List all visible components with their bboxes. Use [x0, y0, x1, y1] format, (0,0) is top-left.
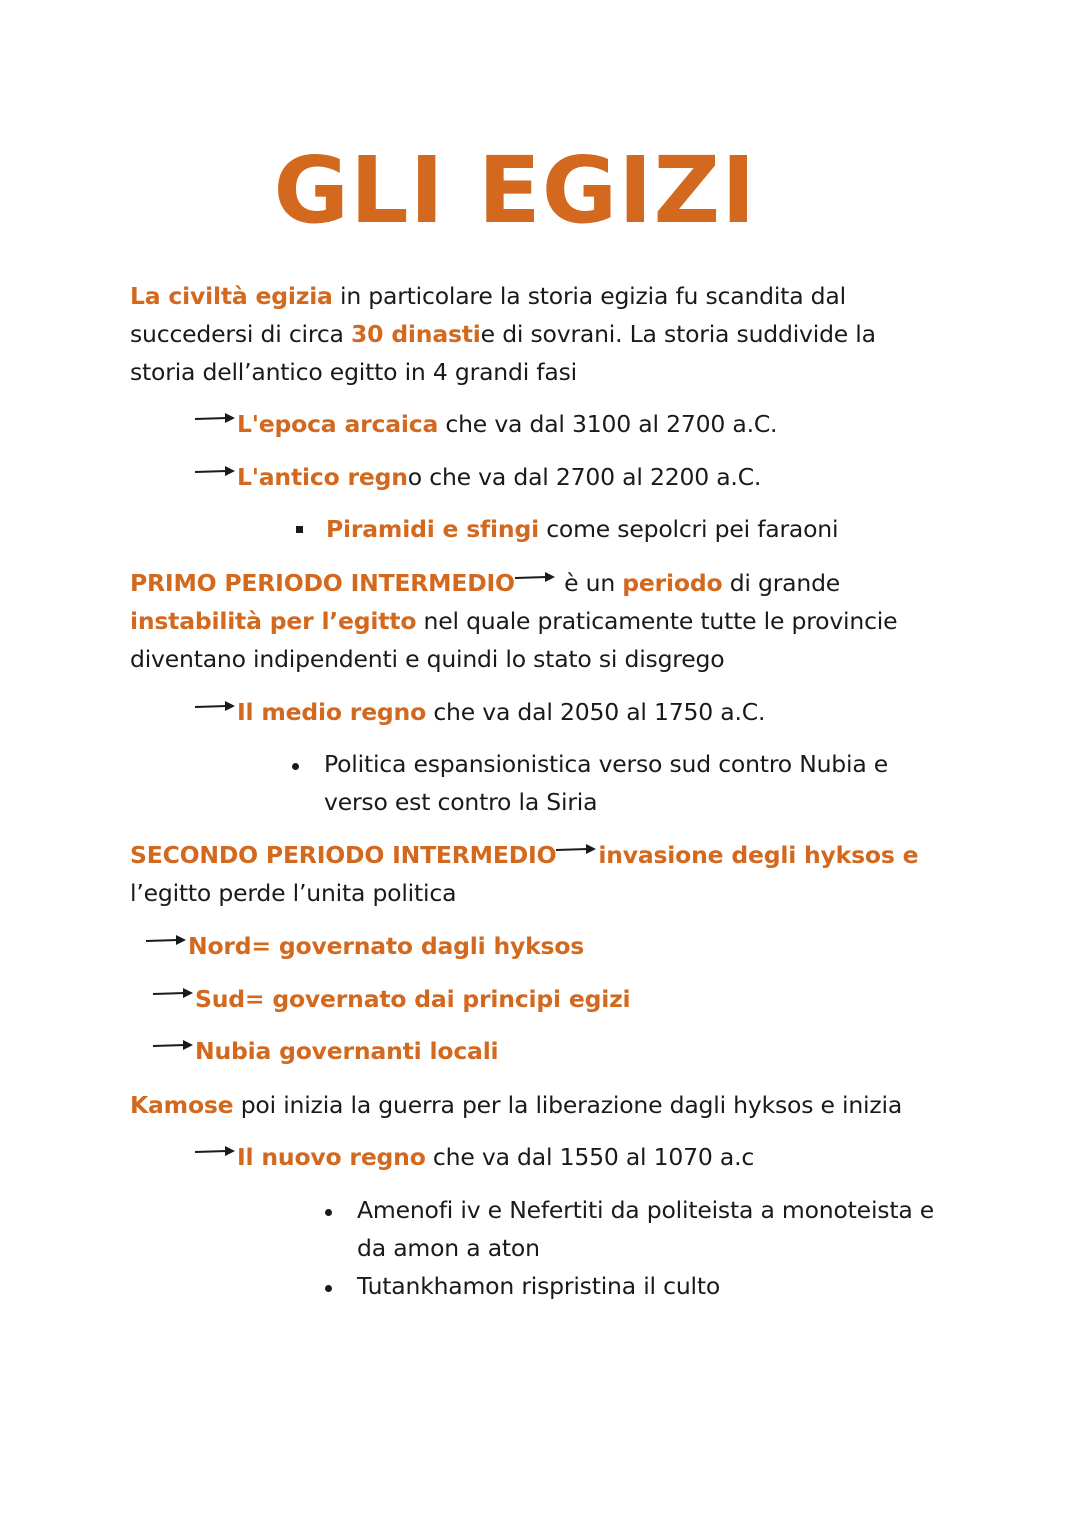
sud-label: Sud= governato dai principi egizi — [195, 985, 631, 1013]
arrow-right-icon — [195, 465, 235, 479]
arrow-right-icon — [195, 412, 235, 426]
primo-periodo-highlight-instabilita: instabilità per l’egitto — [130, 607, 417, 635]
piramidi-label: Piramidi e sfingi — [326, 515, 539, 543]
nubia-label: Nubia governanti locali — [195, 1037, 499, 1065]
intro-text-2: e di sovrani. La storia suddivide la storia dell’antico egitto in 4 grandi fasi — [130, 320, 876, 386]
nord-label: Nord= governato dagli hyksos — [188, 932, 585, 960]
medio-regno-text: che va dal 2050 al 1750 a.C. — [426, 698, 766, 726]
nuovo-regno-line — [195, 1138, 754, 1176]
primo-periodo-highlight-periodo: periodo — [622, 569, 723, 597]
primo-periodo-label: PRIMO PERIODO INTERMEDIO — [130, 569, 515, 597]
dot-bullet-icon — [292, 763, 299, 770]
square-bullet-icon — [296, 526, 303, 533]
arrow-right-icon — [195, 1145, 235, 1159]
kamose-text: poi inizia la guerra per la liberazione dagli hyksos e inizia — [233, 1091, 903, 1119]
secondo-periodo-line — [130, 836, 918, 874]
antico-regno-line — [195, 458, 761, 496]
piramidi-text: come sepolcri pei faraoni — [538, 515, 839, 543]
epoca-arcaica-label: L'epoca arcaica — [237, 410, 439, 438]
arrow-right-icon — [153, 987, 193, 1001]
amenofi-item: Amenofi iv e Nefertiti da politeista a monoteista e da amon a aton — [357, 1196, 935, 1262]
nuovo-regno-text: che va dal 1550 al 1070 a.c — [425, 1143, 755, 1171]
medio-regno-label: Il medio regno — [237, 698, 427, 726]
epoca-arcaica-text: che va dal 3100 al 2700 a.C. — [438, 410, 778, 438]
intro-highlight-dinastie: 30 dinasti — [351, 320, 481, 348]
nubia-line — [153, 1032, 498, 1070]
intro-highlight-civilta: La civiltà egizia — [130, 282, 333, 310]
secondo-periodo-highlight: invasione degli hyksos e — [598, 841, 919, 869]
arrow-right-icon — [556, 843, 596, 857]
antico-regno-label: L'antico regn — [237, 463, 408, 491]
tutankhamon-item: Tutankhamon rispristina il culto — [357, 1272, 721, 1300]
piramidi-item — [326, 510, 838, 548]
nord-line — [146, 927, 584, 965]
arrow-right-icon — [515, 571, 555, 585]
secondo-periodo-label: SECONDO PERIODO INTERMEDIO — [130, 841, 557, 869]
primo-periodo-text-3: nel quale praticamente tutte le provincie diventano indipendenti e quindi lo stato si disgrego — [130, 607, 898, 673]
intro-paragraph — [130, 277, 930, 391]
nuovo-regno-label: Il nuovo regno — [237, 1143, 426, 1171]
kamose-label: Kamose — [130, 1091, 234, 1119]
antico-regno-text: o che va dal 2700 al 2200 a.C. — [407, 463, 762, 491]
secondo-periodo-text: l’egitto perde l’unita politica — [130, 879, 457, 907]
politica-item: Politica espansionistica verso sud contro Nubia e verso est contro la Siria — [324, 750, 889, 816]
kamose-line — [130, 1086, 902, 1124]
intro-text-1: in particolare la storia egizia fu scandita dal succedersi di circa — [130, 282, 846, 348]
dot-bullet-icon — [325, 1209, 332, 1216]
epoca-arcaica-line — [195, 405, 777, 443]
arrow-right-icon — [153, 1039, 193, 1053]
sud-line — [153, 980, 630, 1018]
dot-bullet-icon — [325, 1285, 332, 1292]
primo-periodo-paragraph — [130, 564, 930, 678]
medio-regno-line — [195, 693, 765, 731]
arrow-right-icon — [146, 934, 186, 948]
arrow-right-icon — [195, 700, 235, 714]
primo-periodo-text-2: di grande — [722, 569, 841, 597]
primo-periodo-text-1: è un — [556, 569, 623, 597]
page-title: GLI EGIZI — [273, 137, 757, 244]
